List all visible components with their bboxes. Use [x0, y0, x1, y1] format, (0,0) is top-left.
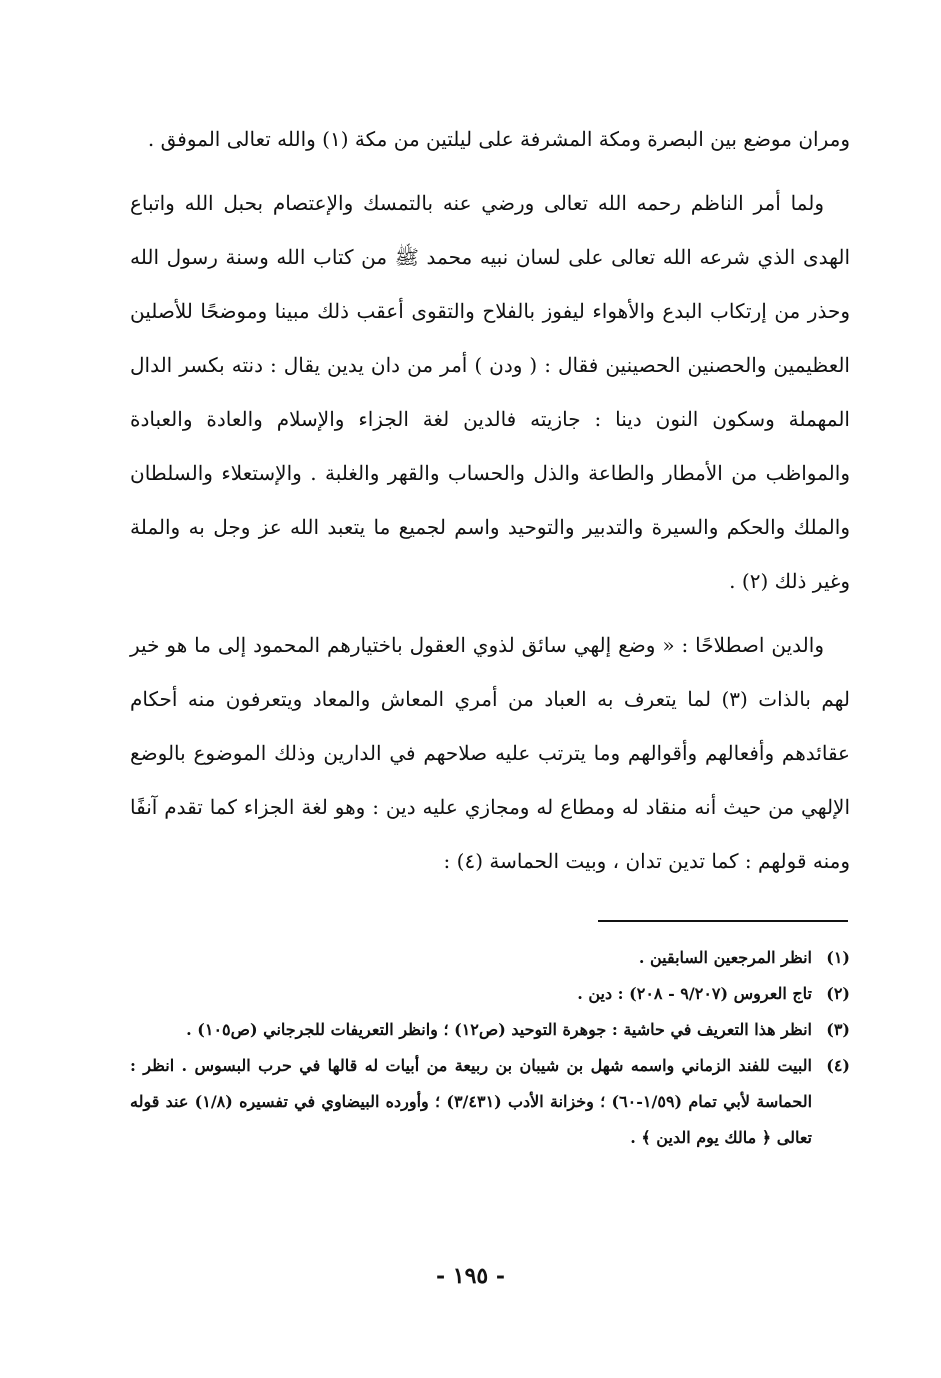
footnotes: [130, 940, 850, 1156]
footnote-text: البيت للفند الزماني واسمه شهل بن شيبان بن ربيعة من أبيات له قالها في حرب البسوس . انظر : الحماسة لأبي تمام (١/٥٩-٦٠) ؛ وخزانة الأدب (٣/٤٣١) ؛ وأورده البيضاوي في تفسيره (١/٨) عند قوله تعالى ﴿ مالك يوم الدين ﴾ .: [130, 1056, 813, 1147]
main-text: [130, 112, 850, 898]
footnote-number: (٤): [826, 1056, 850, 1075]
paragraph: والدين اصطلاحًا : « وضع إلهي سائق لذوي العقول باختيارهم المحمود إلى ما هو خير لهم بالذات (٣) لما يتعرف به العباد من أمري المعاش والمعاد ويتعرفون منه أحكام عقائدهم وأفعالهم وأقوالهم وما يترتب عليه صلاحهم في الدارين وذلك الموضوع بالوضع الإلهي من حيث أنه منقاد له ومطاع له ومجازي عليه دين : وهو لغة الجزاء كما تقدم آنفًا ومنه قولهم : كما تدين تدان ، وبيت الحماسة (٤) :: [130, 633, 850, 873]
footnote-number: (٢): [826, 984, 850, 1003]
footnote: [130, 1048, 850, 1156]
page-number: - ١٩٥ -: [435, 1263, 506, 1289]
footnote: [130, 940, 850, 976]
footnote-number: (١): [826, 948, 850, 967]
paragraph: ولما أمر الناظم رحمه الله تعالى ورضي عنه بالتمسك والإعتصام بحبل الله واتباع الهدى الذي شرعه الله تعالى على لسان نبيه محمد ﷺ من كتاب الله وسنة رسول الله وحذر من إرتكاب البدع والأهواء ليفوز بالفلاح والتقوى أعقب ذلك مبينا وموضحًا للأصلين العظيمين والحصنين الحصينين فقال : ( ودن ) أمر من دان يدين يقال : دنته بكسر الدال المهملة وسكون النون دينا : جازيته فالدين لغة الجزاء والإسلام والعادة والعبادة والمواظب من الأمطار والطاعة والذل والحساب والقهر والغلبة . والإستعلاء والسلطان والملك والحكم والسيرة والتدبير والتوحيد واسم لجميع ما يتعبد الله عز وجل به والملة وغير ذلك (٢) .: [130, 191, 850, 593]
footnote-number: (٣): [826, 1020, 850, 1039]
footnote: [130, 1012, 850, 1048]
footnote-text: انظر هذا التعريف في حاشية : جوهرة التوحيد (ص١٢) ؛ وانظر التعريفات للجرجاني (ص١٠٥) .: [186, 1020, 812, 1039]
footnote-text: تاج العروس (٩/٢٠٧ - ٢٠٨) : دين .: [577, 984, 812, 1003]
footnote-text: انظر المرجعين السابقين .: [638, 948, 812, 967]
paragraph: ومران موضع بين البصرة ومكة المشرفة على ليلتين من مكة (١) والله تعالى الموفق .: [147, 127, 850, 151]
footnote-separator: [598, 920, 848, 922]
footnote: [130, 976, 850, 1012]
